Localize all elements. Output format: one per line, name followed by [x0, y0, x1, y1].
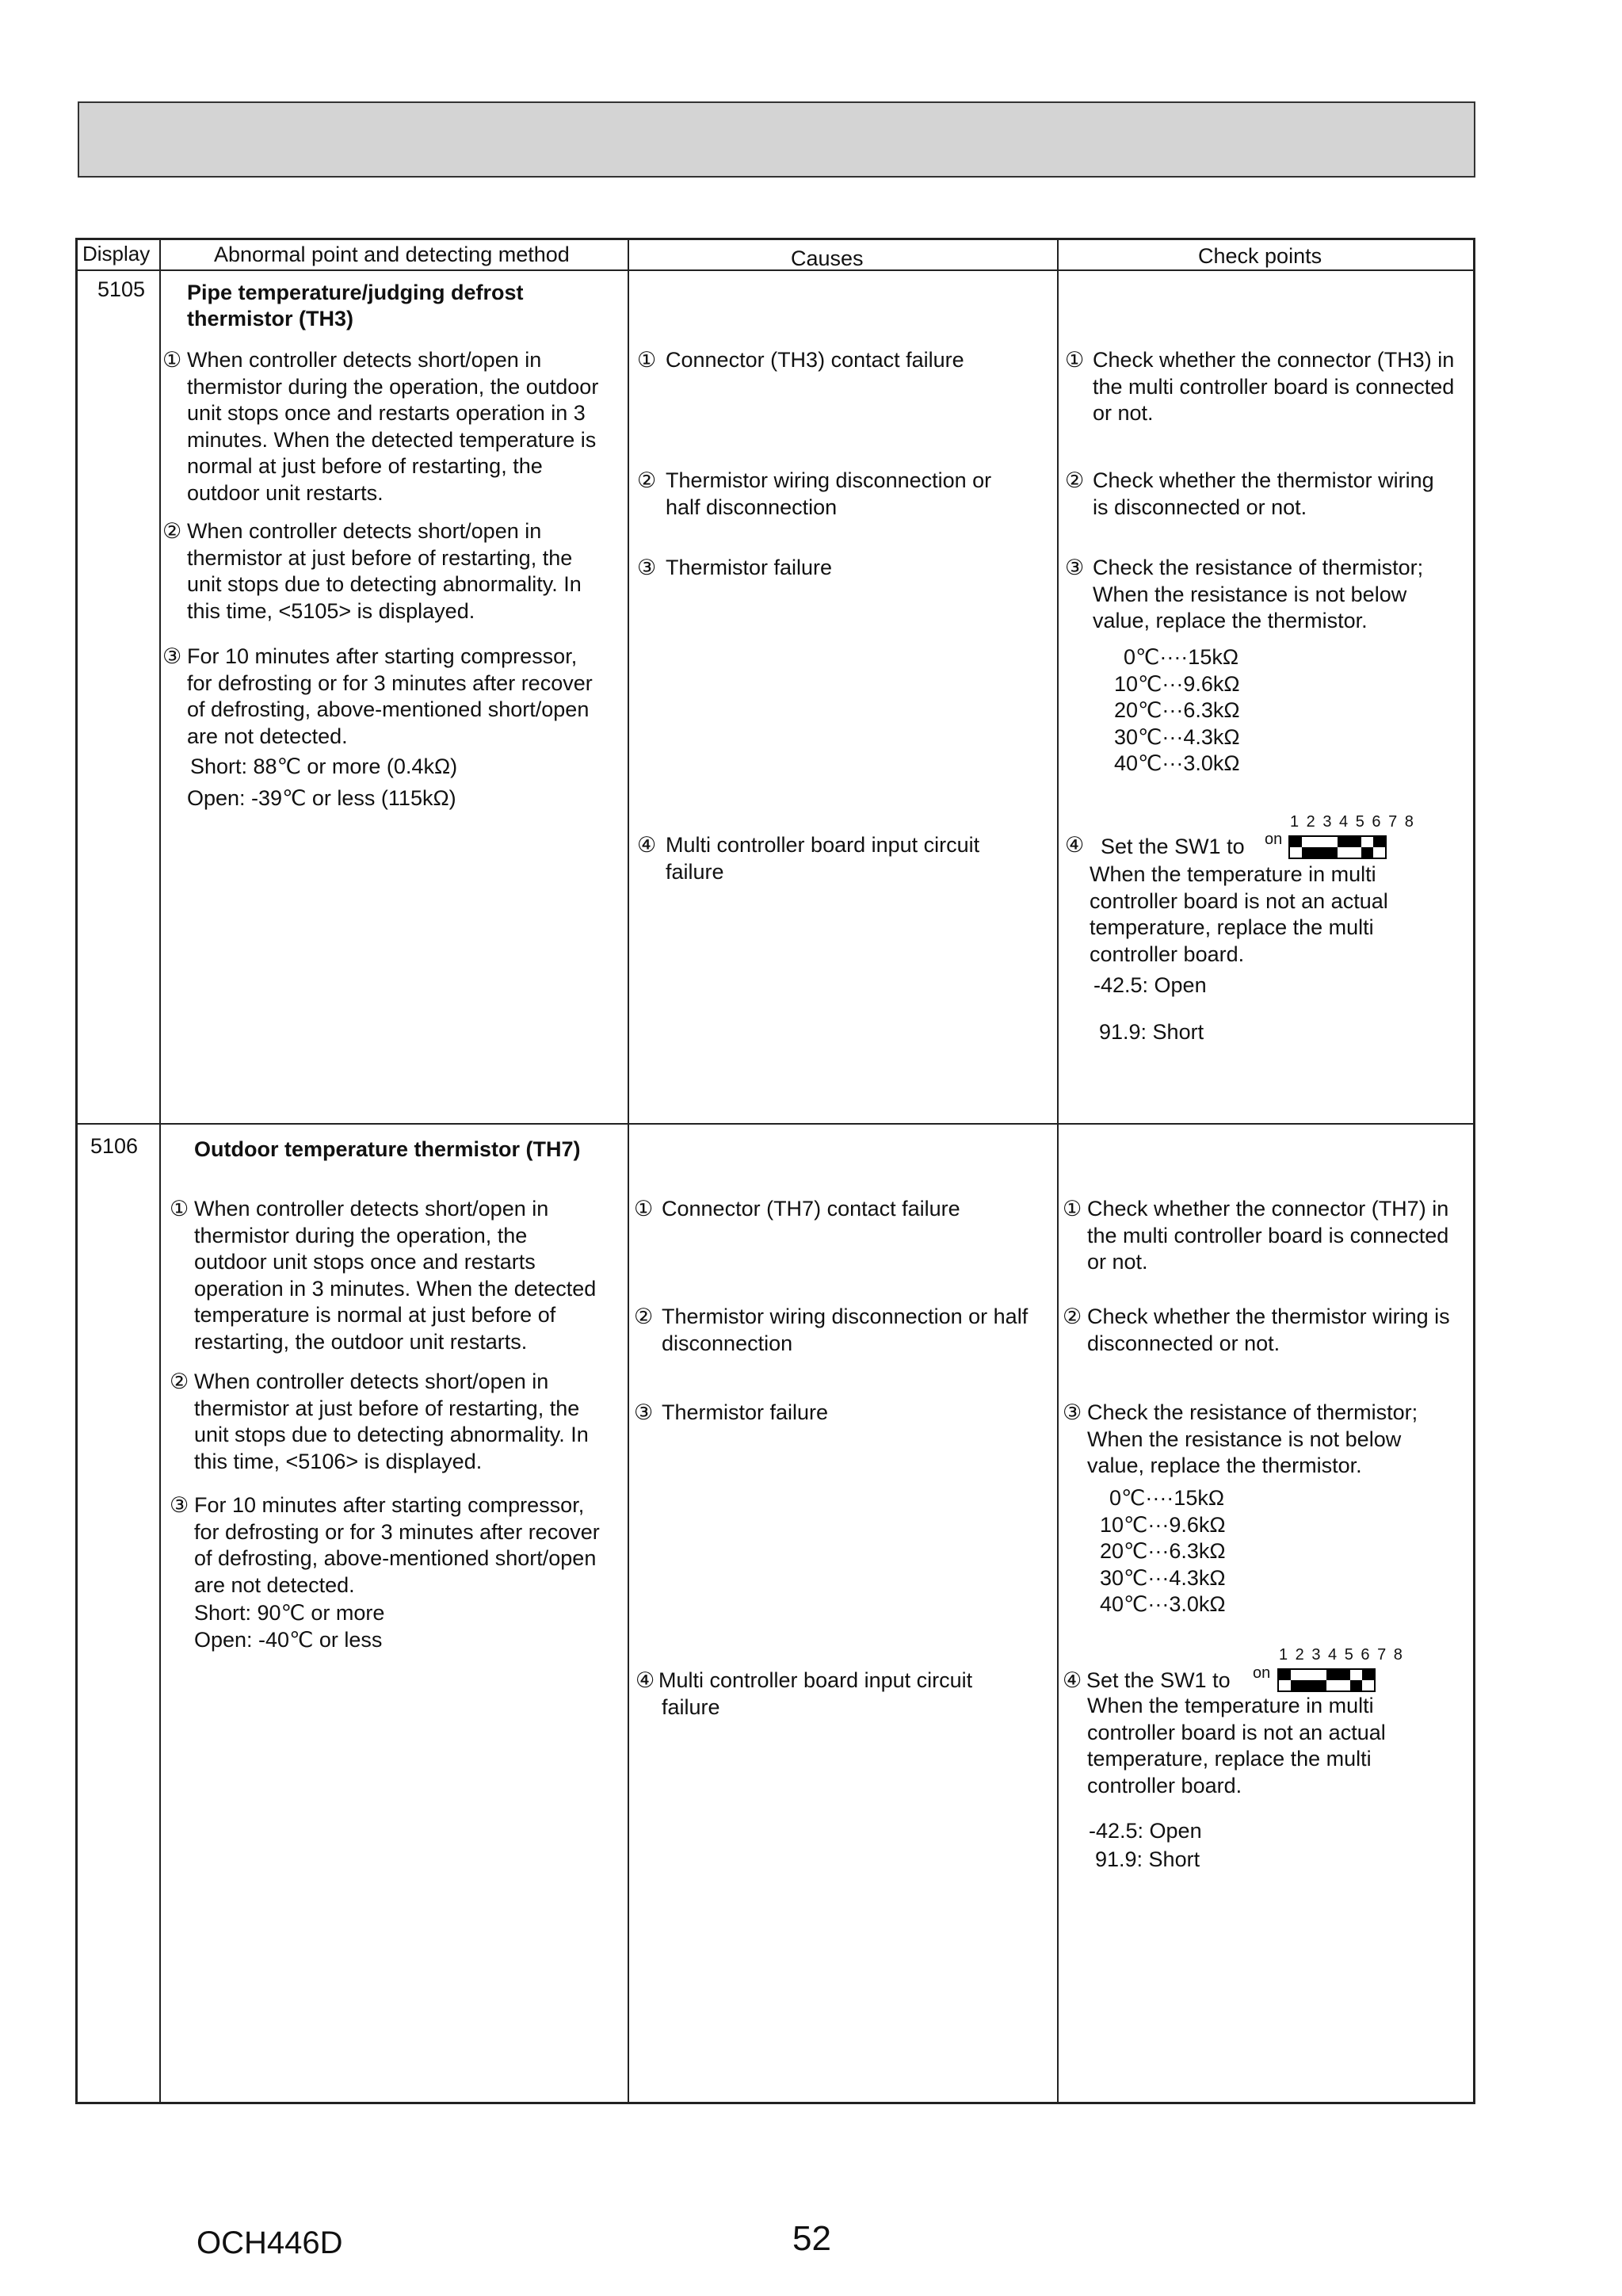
cause-5105-2: Thermistor wiring disconnection or half disconnection [666, 468, 992, 519]
col-divider-abnormal [628, 238, 629, 2104]
abnormal-5105-step1: When controller detects short/open in thermistor during the operation, the outdoor unit stops once and restarts operation in 3 minutes. When the detected temperature is normal at just before of restarting, the outdoor unit restarts. [187, 348, 599, 505]
dip-switch-numbers: 1 2 3 4 5 6 7 8 [1290, 813, 1415, 831]
step-number: ③ [1065, 556, 1085, 579]
step-number: ② [1063, 1305, 1082, 1328]
cause-5106-3: Thermistor failure [662, 1400, 829, 1424]
step-number: ④ [1065, 833, 1085, 857]
dip-bit [1362, 1670, 1374, 1690]
title-5106: Outdoor temperature thermistor (TH7) [194, 1137, 581, 1161]
check-5106-2: Check whether the thermistor wiring is disconnected or not. [1087, 1305, 1450, 1355]
display-code-5105: 5105 [97, 277, 146, 301]
step-number: ① [634, 1197, 654, 1221]
dip-bit [1373, 837, 1385, 858]
step-number: ② [1065, 468, 1085, 492]
footer-model-number: OCH446D [197, 2225, 343, 2260]
short-threshold-5106: Short: 90℃ or more [194, 1601, 385, 1625]
cause-5106-1: Connector (TH7) contact failure [662, 1197, 960, 1221]
abnormal-5106-step2: When controller detects short/open in thermistor at just before of restarting, the unit stops due to detecting abnormality. In this time, <5106> is displayed. [194, 1370, 589, 1473]
cause-5106-2: Thermistor wiring disconnection or half disconnection [662, 1305, 1029, 1355]
step-number: ① [637, 348, 657, 372]
dip-bit [1303, 1670, 1315, 1690]
abnormal-5105-step3: For 10 minutes after starting compressor, for defrosting or for 3 minutes after recover of defrosting, above-mentioned short/open are not detected. [187, 644, 593, 748]
section-header-bar [78, 101, 1475, 178]
display-code-5106: 5106 [90, 1134, 139, 1158]
footer-page-number: 52 [792, 2219, 831, 2258]
dip-bit [1291, 1670, 1303, 1690]
cause-5105-3: Thermistor failure [666, 556, 833, 579]
dip-bit [1314, 837, 1326, 858]
step-number: ④ [635, 1668, 655, 1692]
step-number: ④ [1063, 1668, 1082, 1692]
check-5106-4-label: Set the SW1 to [1086, 1668, 1231, 1692]
step-number: ① [170, 1197, 189, 1221]
check-5105-3: Check the resistance of thermistor; When the resistance is not below value, replace the thermistor. [1093, 556, 1424, 632]
dip-bit [1338, 837, 1349, 858]
title-5105-line1: Pipe temperature/judging defrost [187, 281, 524, 304]
open-value-5106: -42.5: Open [1089, 1819, 1202, 1843]
open-threshold-5105: Open: -39℃ or less (115kΩ) [187, 786, 456, 810]
dip-bit [1302, 837, 1314, 858]
dip-switch-sw1 [1288, 835, 1387, 859]
title-5105-line2: thermistor (TH3) [187, 307, 354, 330]
dip-bit [1349, 837, 1361, 858]
step-number: ③ [162, 644, 182, 668]
row-divider [75, 1123, 1475, 1125]
step-number: ③ [637, 556, 657, 579]
step-number: ③ [634, 1400, 654, 1424]
header-causes: Causes [791, 246, 864, 270]
step-number: ② [162, 519, 182, 543]
step-number: ③ [170, 1493, 189, 1517]
cause-5105-4: Multi controller board input circuit failure [666, 833, 980, 884]
check-5106-3: Check the resistance of thermistor; When the resistance is not below value, replace the thermistor. [1087, 1400, 1418, 1477]
resistance-table-5106: 0℃····15kΩ 10℃···9.6kΩ 20℃···6.3kΩ 30℃···4.3kΩ 40℃···3.0kΩ [1100, 1486, 1226, 1616]
abnormal-5105-step2: When controller detects short/open in thermistor at just before of restarting, the unit stops due to detecting abnormality. In this time, <5105> is displayed. [187, 519, 582, 623]
step-number: ② [170, 1370, 189, 1393]
step-number: ④ [637, 833, 657, 857]
header-abnormal-point: Abnormal point and detecting method [214, 243, 570, 266]
dip-switch-sw1 [1277, 1668, 1376, 1692]
check-5106-4-text: When the temperature in multi controller board is not an actual temperature, replace the multi controller board. [1087, 1694, 1386, 1797]
check-5106-1: Check whether the connector (TH7) in the multi controller board is connected or not. [1087, 1197, 1449, 1274]
header-display: Display [82, 242, 151, 266]
dip-bit [1290, 837, 1302, 858]
step-number: ① [1063, 1197, 1082, 1221]
short-threshold-5105: Short: 88℃ or more (0.4kΩ) [190, 755, 458, 778]
dip-bit [1350, 1670, 1362, 1690]
step-number: ① [162, 348, 182, 372]
step-number: ③ [1063, 1400, 1082, 1424]
step-number: ② [634, 1305, 654, 1328]
check-5105-1: Check whether the connector (TH3) in the multi controller board is connected or not. [1093, 348, 1455, 425]
abnormal-5106-step1: When controller detects short/open in thermistor during the operation, the outdoor unit stops once and restarts operation in 3 minutes. When the detected temperature is normal at just before of restarting, the outdoor unit restarts. [194, 1197, 597, 1354]
open-value-5105: -42.5: Open [1093, 973, 1207, 997]
dip-bit [1338, 1670, 1350, 1690]
step-number: ① [1065, 348, 1085, 372]
step-number: ② [637, 468, 657, 492]
abnormal-5106-step3: For 10 minutes after starting compressor, for defrosting or for 3 minutes after recover of defrosting, above-mentioned short/open are not detected. [194, 1493, 600, 1597]
resistance-table-5105: 0℃····15kΩ 10℃···9.6kΩ 20℃···6.3kΩ 30℃···4.3kΩ 40℃···3.0kΩ [1114, 645, 1240, 775]
cause-5106-4: Multi controller board input circuit failure [658, 1668, 973, 1719]
dip-bit [1361, 837, 1373, 858]
check-5105-4-text: When the temperature in multi controller board is not an actual temperature, replace the multi controller board. [1090, 862, 1388, 966]
short-value-5105: 91.9: Short [1099, 1020, 1204, 1044]
cause-5105-1: Connector (TH3) contact failure [666, 348, 964, 372]
dip-switch-on-label: on [1253, 1664, 1271, 1682]
short-value-5106: 91.9: Short [1095, 1847, 1200, 1871]
col-divider-display [159, 238, 161, 2104]
dip-bit [1326, 1670, 1338, 1690]
dip-bit [1326, 837, 1338, 858]
check-5105-2: Check whether the thermistor wiring is disconnected or not. [1093, 468, 1434, 519]
open-threshold-5106: Open: -40℃ or less [194, 1628, 383, 1652]
col-divider-causes [1057, 238, 1059, 2104]
dip-switch-on-label: on [1265, 831, 1283, 848]
dip-switch-numbers: 1 2 3 4 5 6 7 8 [1279, 1646, 1404, 1664]
check-5105-4-label: Set the SW1 to [1101, 835, 1245, 858]
header-check-points: Check points [1198, 244, 1322, 268]
dip-bit [1279, 1670, 1291, 1690]
dip-bit [1315, 1670, 1326, 1690]
